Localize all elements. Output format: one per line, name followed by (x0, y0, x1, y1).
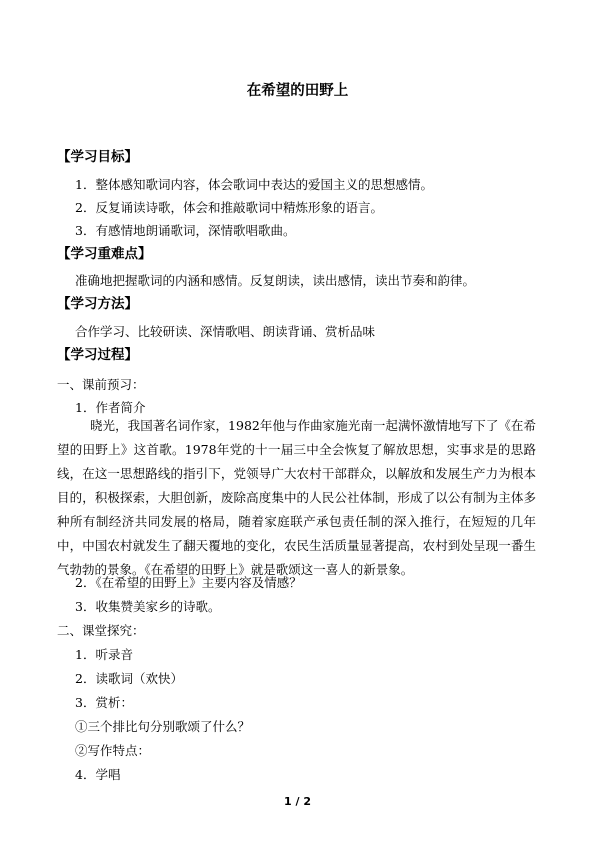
page-number: 1 / 2 (284, 795, 311, 808)
goal-item-1: 1．整体感知歌词内容，体会歌词中表达的爱国主义的思想感情。 (75, 177, 433, 192)
key-points-heading: 【学习重难点】 (57, 246, 152, 262)
author-intro-heading: 1．作者简介 (75, 400, 146, 415)
goal-item-2: 2．反复诵读诗歌，体会和推敲歌词中精炼形象的语言。 (75, 200, 383, 215)
goal-item-3: 3．有感情地朗诵歌词，深情歌唱歌曲。 (75, 223, 296, 238)
class-item-3: 3．赏析： (75, 695, 133, 710)
preview-item-2: 2．《在希望的田野上》主要内容及情感？ (75, 575, 302, 590)
part1-heading: 一、课前预习： (57, 377, 145, 392)
class-sub-item-2: ②写作特点： (75, 743, 151, 758)
class-item-1: 1．听录音 (75, 647, 133, 662)
class-item-2: 2．读歌词（欢快） (75, 671, 183, 686)
process-heading: 【学习过程】 (57, 347, 138, 363)
key-points-text: 准确地把握歌词的内涵和感情。反复朗读，读出感情，读出节奏和韵律。 (75, 273, 476, 288)
methods-heading: 【学习方法】 (57, 296, 138, 312)
goals-heading: 【学习目标】 (57, 149, 138, 165)
part2-heading: 二、课堂探究： (57, 623, 145, 638)
class-item-4: 4．学唱 (75, 767, 121, 782)
preview-item-3: 3．收集赞美家乡的诗歌。 (75, 599, 221, 614)
class-sub-item-1: ①三个排比句分别歌颂了什么？ (75, 719, 251, 734)
page-title: 在希望的田野上 (246, 83, 349, 99)
methods-text: 合作学习、比较研读、深情歌唱、朗读背诵、赏析品味 (75, 324, 376, 339)
author-paragraph: 晓光，我国著名词作家，1982年他与作曲家施光南一起满怀激情地写下了《在希望的田野上》这首歌。1978年党的十一届三中全会恢复了解放思想，实事求是的思路线，在这一思想路线的指引下，党领导广大农村干部群众，以解放和发展生产力为根本目的，积极探索，大胆创新，废除高度集中的人民公社体制，形成了以公有制为主体多种所有制经济共同发展的格局，随着家庭联产承包责任制的深入推行，在短短的几年中，中国农村就发生了翻天覆地的变化，农民生活质量显著提高，农村到处呈现一番生气勃勃的景象。《在希望的田野上》就是歌颂这一喜人的新景象。 (57, 418, 536, 577)
